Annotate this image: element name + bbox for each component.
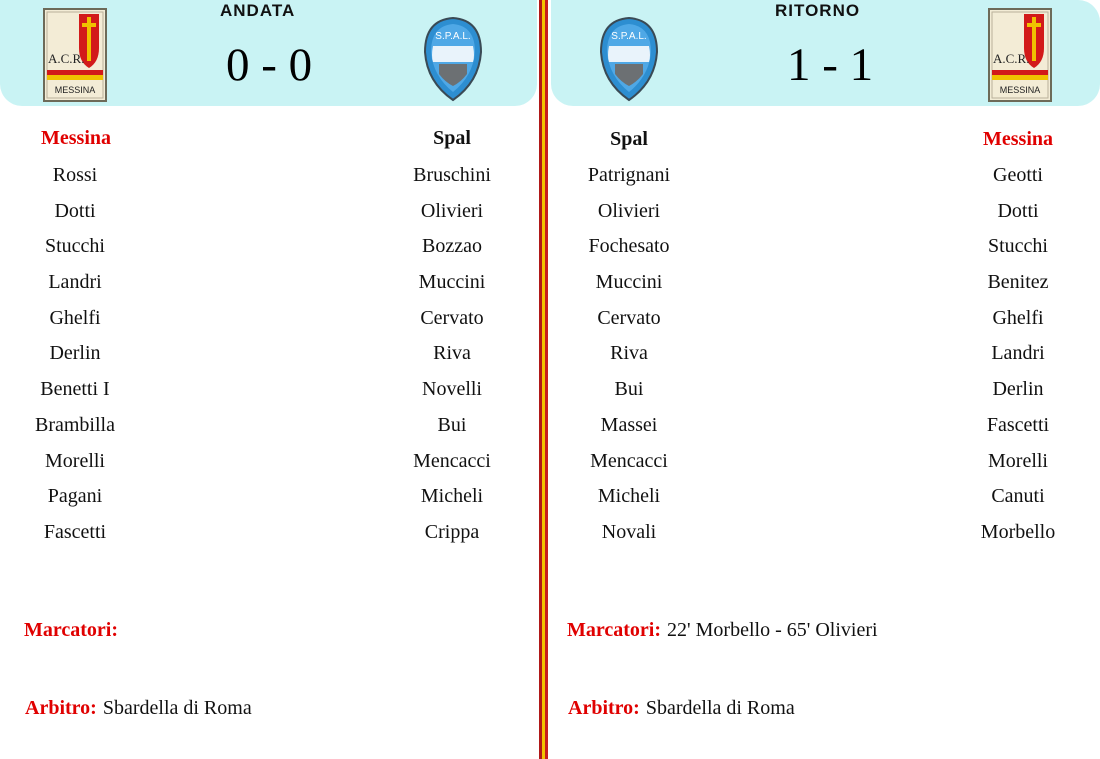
player: Canuti <box>991 485 1045 508</box>
scorers-label: Marcatori: <box>24 619 119 641</box>
player: Geotti <box>993 164 1043 186</box>
spal-crest-icon <box>423 16 483 102</box>
player: Landri <box>991 342 1045 365</box>
away-lineup <box>938 163 1098 556</box>
crest-acr-text: A.C.R. <box>48 51 85 66</box>
leg-title: RITORNO <box>775 1 861 20</box>
player: Bui <box>437 413 467 436</box>
home-team-name: Messina <box>41 127 111 149</box>
andata-panel <box>0 0 537 759</box>
scorers-label: Marcatori: <box>567 619 662 641</box>
home-team-name: Spal <box>610 128 648 150</box>
player: Massei <box>600 413 658 436</box>
player: Benetti I <box>40 378 110 401</box>
player: Fochesato <box>588 235 670 258</box>
player: Muccini <box>595 271 663 294</box>
player: Morelli <box>988 449 1048 472</box>
player: Bruschini <box>413 164 491 186</box>
acr-messina-crest-icon <box>43 8 107 102</box>
player: Novelli <box>422 378 482 401</box>
player: Ghelfi <box>49 306 101 329</box>
player: Pagani <box>47 485 103 508</box>
referee-line <box>568 697 795 720</box>
player: Novali <box>601 520 657 543</box>
scorers-value: 22' Morbello - 65' Olivieri <box>667 619 878 641</box>
player: Morelli <box>45 449 105 472</box>
player: Mencacci <box>590 449 668 472</box>
player: Micheli <box>420 485 484 508</box>
andata-header <box>0 0 537 106</box>
player: Derlin <box>992 378 1044 401</box>
acr-messina-crest-icon <box>988 8 1052 102</box>
player: Landri <box>48 271 102 294</box>
player: Dotti <box>997 199 1039 222</box>
crest-acr-city: MESSINA <box>54 85 96 95</box>
player: Riva <box>610 342 648 365</box>
player: Rossi <box>52 164 98 186</box>
score: 1 - 1 <box>787 39 874 91</box>
player: Riva <box>433 342 471 365</box>
home-lineup <box>0 163 155 556</box>
referee-line <box>25 697 252 720</box>
crest-acr-city: MESSINA <box>999 85 1041 95</box>
player: Micheli <box>597 485 661 508</box>
away-team-name: Messina <box>983 128 1053 150</box>
crest-spal-text: S.P.A.L. <box>611 31 647 42</box>
ritorno-panel <box>551 0 1100 759</box>
leg-title: ANDATA <box>220 1 296 20</box>
referee-label: Arbitro: <box>568 697 640 719</box>
player: Cervato <box>420 306 484 329</box>
player: Crippa <box>424 520 480 543</box>
player: Muccini <box>418 271 486 294</box>
crest-acr-text: A.C.R. <box>993 51 1030 66</box>
player: Mencacci <box>413 449 491 472</box>
referee-label: Arbitro: <box>25 697 97 719</box>
player: Fascetti <box>986 413 1050 436</box>
player: Dotti <box>54 199 96 222</box>
scorers-line <box>24 619 124 642</box>
player: Bozzao <box>422 235 482 258</box>
player: Ghelfi <box>992 306 1044 329</box>
player: Cervato <box>597 306 661 329</box>
player: Derlin <box>49 342 101 365</box>
crest-spal-text: S.P.A.L. <box>435 31 471 42</box>
referee-value: Sbardella di Roma <box>645 697 795 719</box>
ritorno-header <box>551 0 1100 106</box>
player: Morbello <box>980 520 1056 543</box>
player: Fascetti <box>43 520 107 543</box>
player: Olivieri <box>420 199 484 222</box>
player: Bui <box>614 378 644 401</box>
player: Brambilla <box>35 413 115 436</box>
referee-value: Sbardella di Roma <box>102 697 252 719</box>
score: 0 - 0 <box>226 39 313 91</box>
player: Stucchi <box>45 235 105 258</box>
scorers-line <box>567 619 878 642</box>
player: Olivieri <box>597 199 661 222</box>
away-lineup <box>372 163 532 556</box>
home-lineup <box>549 163 709 556</box>
player: Benitez <box>987 271 1049 294</box>
player: Patrignani <box>587 164 671 186</box>
away-team-name: Spal <box>433 127 471 149</box>
spal-crest-icon <box>599 16 659 102</box>
player: Stucchi <box>988 235 1048 258</box>
